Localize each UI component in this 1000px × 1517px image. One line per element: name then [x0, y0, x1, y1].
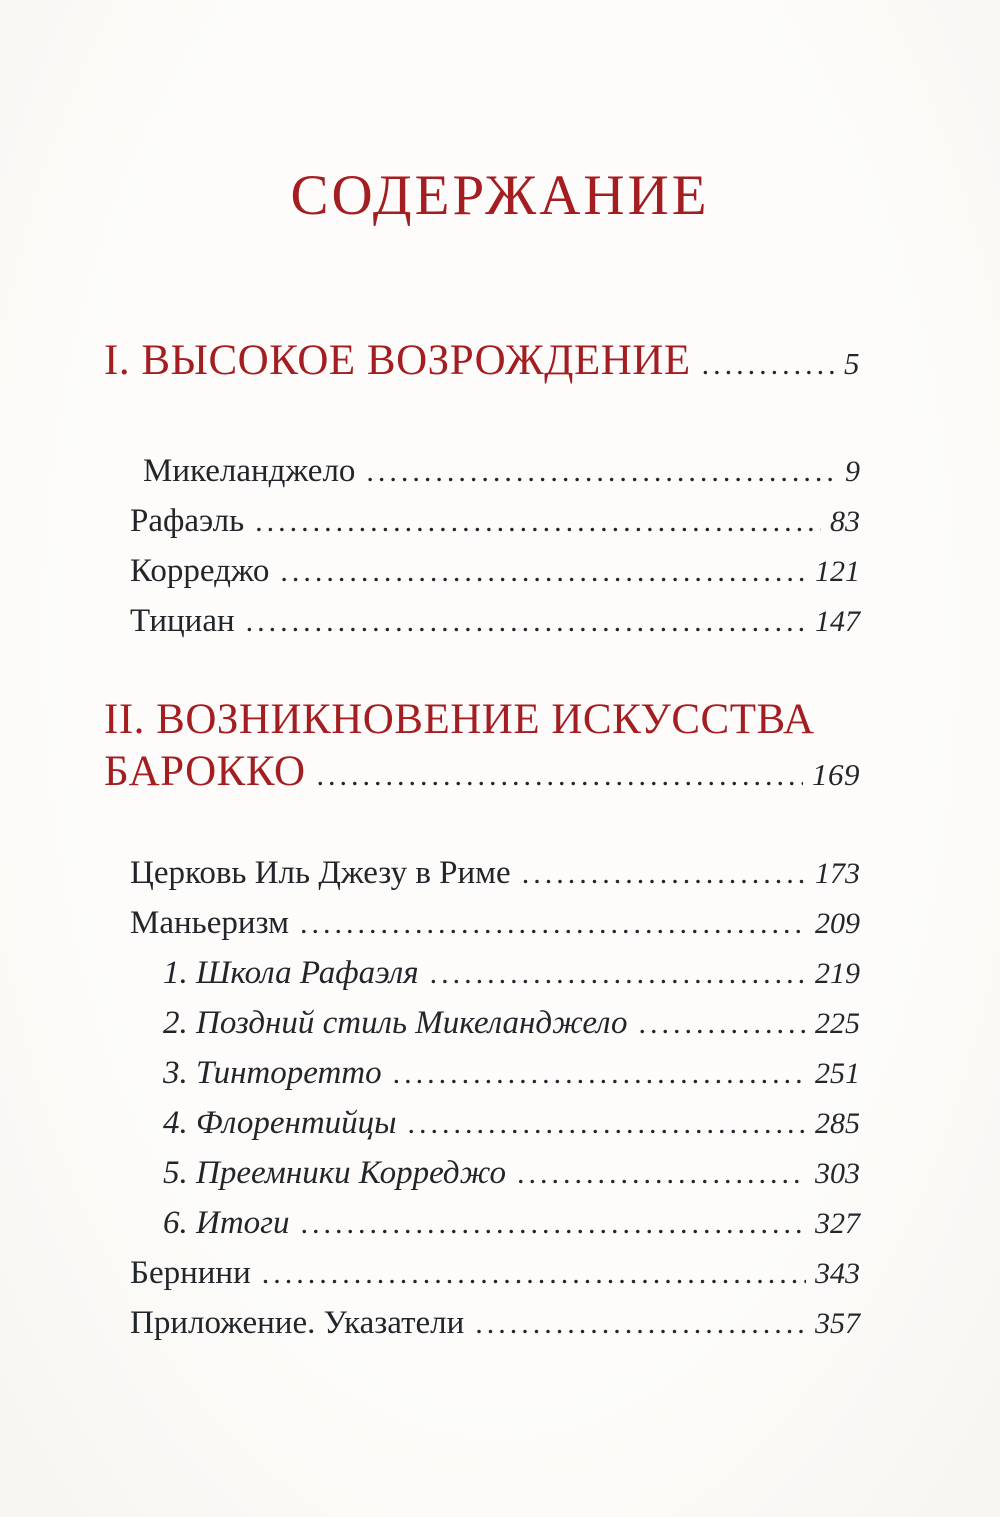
dot-leader [430, 949, 806, 999]
toc-entry [104, 1048, 860, 1098]
toc-entry-label: 1. Школа Рафаэля [163, 954, 419, 991]
toc-entry-page: 83 [830, 504, 860, 538]
toc-entry-label: Маньеризм [130, 904, 289, 941]
dot-leader [517, 1149, 806, 1199]
toc-entry-page: 173 [815, 856, 860, 890]
toc-entry-label: 4. Флорентийцы [163, 1104, 397, 1141]
dot-leader [408, 1099, 806, 1149]
dot-leader [522, 849, 806, 899]
toc-entry-label: Рафаэль [130, 502, 245, 539]
toc-entry-page: 303 [815, 1156, 860, 1190]
toc-entry [104, 446, 860, 496]
toc-entry-page: 121 [815, 554, 860, 588]
dot-leader [366, 447, 836, 497]
dot-leader [300, 899, 806, 949]
toc-entry [104, 596, 860, 646]
toc-entry [104, 998, 860, 1048]
section-heading-label: I. ВЫСОКОЕ ВОЗРОЖДЕНИЕ [104, 336, 691, 384]
toc-entry [104, 1148, 860, 1198]
dot-leader [638, 999, 806, 1049]
section-heading-label: БАРОККО [104, 747, 306, 795]
dot-leader [317, 750, 803, 802]
dot-leader [301, 1199, 806, 1249]
section-page-number: 169 [812, 756, 860, 792]
toc-entry-label: 6. Итоги [163, 1204, 290, 1241]
toc-entry [104, 1298, 860, 1348]
toc-entry-page: 327 [815, 1206, 860, 1240]
toc-entry-label: 2. Поздний стиль Микеланджело [163, 1004, 628, 1041]
dot-leader [702, 339, 835, 391]
toc-entry [104, 1248, 860, 1298]
toc-entry-page: 147 [815, 604, 860, 638]
toc-entry-page: 219 [815, 956, 860, 990]
toc-entry [104, 848, 860, 898]
toc-entry-label: 5. Преемники Корреджо [163, 1154, 506, 1191]
section-heading-continued [104, 746, 860, 802]
dot-leader [393, 1049, 806, 1099]
toc-entry [104, 546, 860, 596]
toc-entry-label: Корреджо [130, 552, 270, 589]
section-heading [104, 335, 860, 391]
toc-section-items [104, 848, 860, 1348]
dot-leader [280, 547, 806, 597]
toc-entry [104, 496, 860, 546]
toc-entry-page: 225 [815, 1006, 860, 1040]
toc-entry-page: 357 [815, 1306, 860, 1340]
toc-entry-label: 3. Тинторетто [163, 1054, 382, 1091]
table-of-contents [104, 335, 860, 1348]
toc-entry-label: Приложение. Указатели [130, 1304, 465, 1341]
toc-entry-label: Церковь Иль Джезу в Риме [130, 854, 511, 891]
dot-leader [475, 1299, 806, 1349]
toc-entry [104, 1198, 860, 1248]
toc-entry [104, 898, 860, 948]
section-page-number: 5 [844, 345, 860, 381]
toc-entry-page: 9 [845, 454, 860, 488]
dot-leader [255, 497, 821, 547]
toc-entry-label: Тициан [130, 602, 235, 639]
dot-leader [262, 1249, 806, 1299]
toc-entry-page: 285 [815, 1106, 860, 1140]
toc-entry-label: Бернини [130, 1254, 251, 1291]
page-title: СОДЕРЖАНИЕ [290, 164, 710, 227]
toc-entry-page: 209 [815, 906, 860, 940]
toc-entry-label: Микеланджело [143, 452, 356, 489]
toc-section-items [104, 446, 860, 646]
toc-entry-page: 343 [815, 1256, 860, 1290]
toc-entry-page: 251 [815, 1056, 860, 1090]
section-heading [104, 694, 860, 746]
section-heading-label: II. ВОЗНИКНОВЕНИЕ ИСКУССТВА [104, 695, 815, 743]
toc-entry [104, 948, 860, 998]
toc-entry [104, 1098, 860, 1148]
dot-leader [246, 597, 806, 647]
